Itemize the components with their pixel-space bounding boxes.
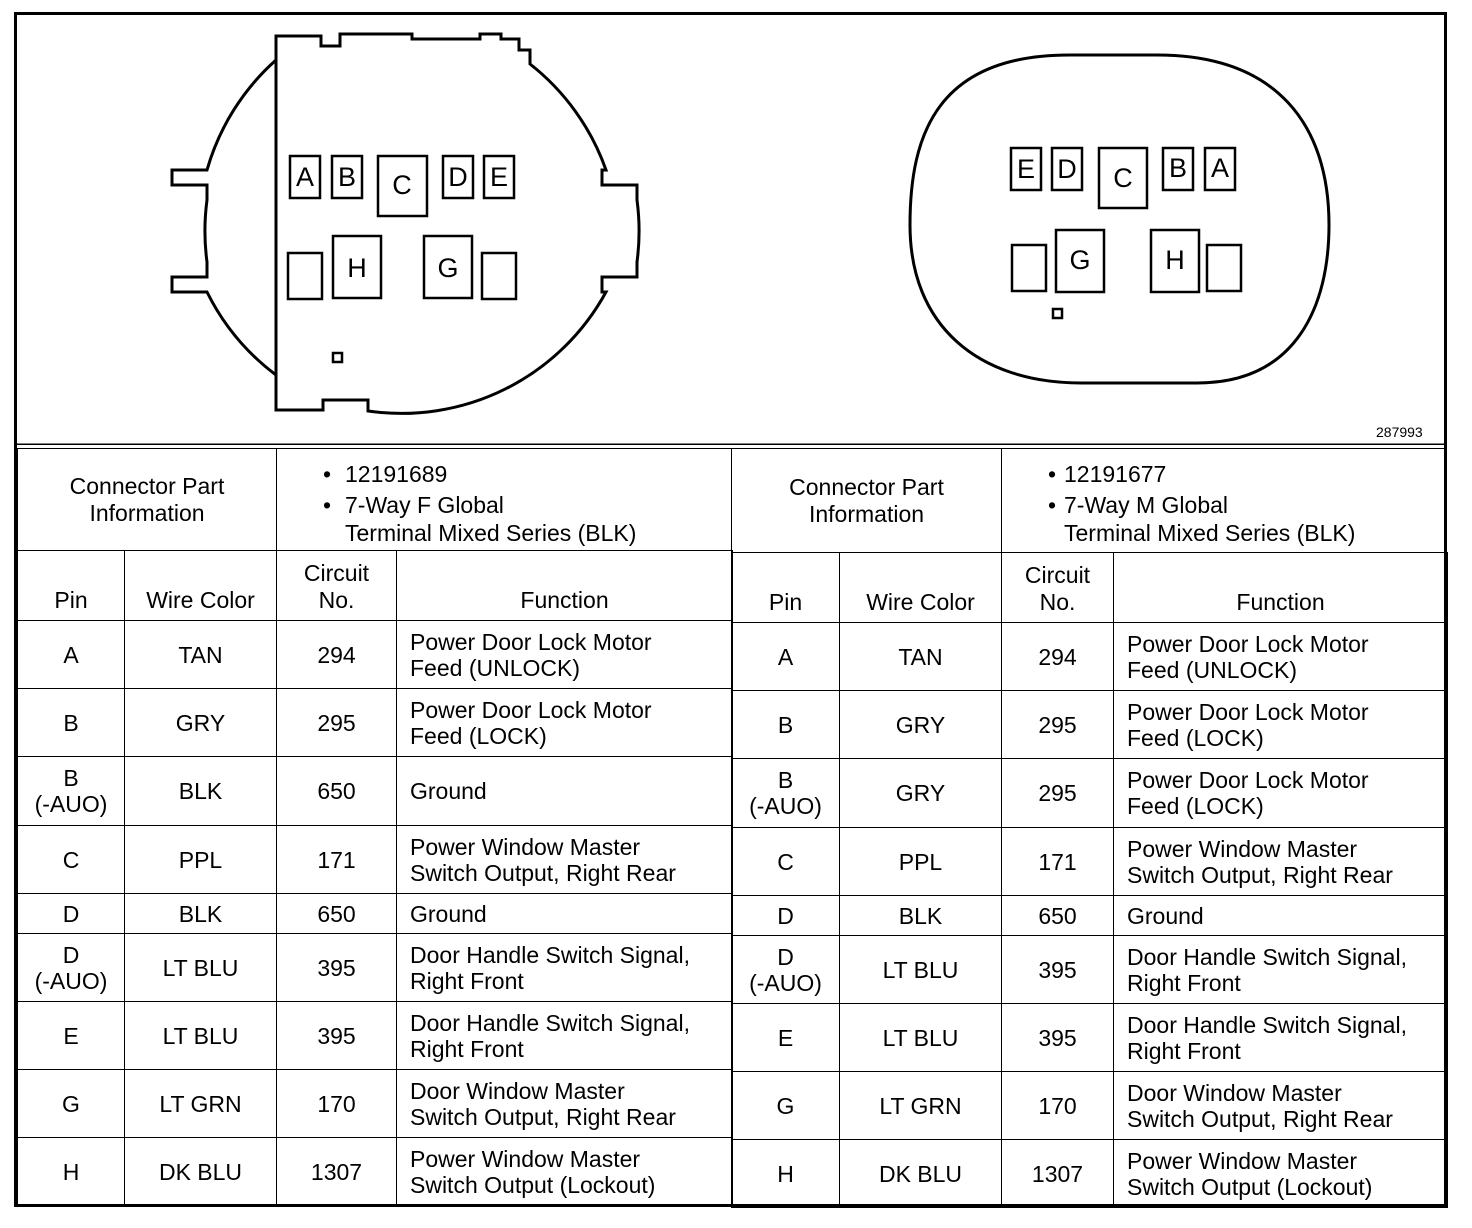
right-label-h: H — [1165, 245, 1185, 275]
right-function-cell — [1114, 759, 1448, 828]
right-function-cell — [1114, 936, 1448, 1004]
left-label-g: G — [437, 253, 459, 283]
right-wire-color-cell-color: LT BLU — [882, 956, 959, 983]
right-wire-color-cell-color: DK BLU — [878, 1160, 963, 1187]
right-label-e: E — [1016, 154, 1036, 184]
right-circuit-cell-circuit: 171 — [1038, 848, 1077, 875]
left-function-cell-func1: Power Window Master — [410, 833, 641, 860]
left-function-cell-func1: Power Door Lock Motor — [410, 628, 652, 655]
left-circuit-cell — [277, 621, 397, 689]
right-function-cell-func1: Power Door Lock Motor — [1127, 630, 1369, 657]
right-col-circuit-line2: No. — [1039, 589, 1076, 615]
left-pin-cell-pin: E — [63, 1022, 79, 1049]
right-table-row — [732, 759, 1448, 828]
left-wire-color-cell-color: BLK — [178, 900, 223, 927]
left-pin-cell — [18, 1138, 125, 1206]
right-function-cell-func2: Feed (LOCK) — [1127, 793, 1264, 819]
right-function-cell-func2: Switch Output, Right Rear — [1127, 861, 1393, 888]
figure-id: 287993 — [1376, 424, 1423, 440]
left-wire-color-cell — [125, 621, 277, 689]
left-table-row — [18, 757, 733, 826]
left-circuit-cell-circuit: 295 — [317, 709, 356, 736]
left-part-info-label — [17, 448, 277, 551]
right-part-number-item — [1002, 459, 1446, 490]
right-circuit-cell — [1002, 623, 1114, 691]
left-table-body — [18, 621, 733, 1206]
left-function-cell-func1: Ground — [410, 778, 487, 804]
right-pin-cell-pin: C — [777, 848, 794, 875]
left-function-cell-func1: Power Door Lock Motor — [410, 696, 652, 723]
right-table-header-row — [732, 553, 1448, 623]
left-function-cell — [397, 621, 733, 689]
right-table-body — [732, 623, 1448, 1208]
left-pin-cell-pin: D — [62, 900, 80, 927]
right-col-pin: Pin — [732, 553, 840, 623]
left-circuit-cell-circuit: 650 — [317, 778, 356, 804]
right-circuit-cell — [1002, 1140, 1114, 1208]
right-part-info-text: Connector Part Information — [789, 473, 944, 527]
right-circuit-cell — [1002, 759, 1114, 828]
left-label-c: C — [392, 170, 412, 200]
left-wire-color-cell — [125, 757, 277, 826]
right-circuit-cell-circuit: 650 — [1038, 902, 1077, 929]
right-connector-outline — [910, 55, 1329, 383]
right-pin-cell — [732, 623, 840, 691]
right-function-cell — [1114, 623, 1448, 691]
right-wire-color-cell — [840, 936, 1002, 1004]
left-col-circuit-line1: Circuit — [303, 560, 370, 586]
right-col-circuit-line1: Circuit — [1024, 562, 1091, 588]
right-label-d: D — [1057, 154, 1077, 184]
left-wire-color-cell — [125, 1138, 277, 1206]
connector-face-views — [17, 15, 1444, 445]
left-pin-cell — [18, 1070, 125, 1138]
right-pin-table — [731, 552, 1448, 1208]
left-function-cell — [397, 689, 733, 757]
right-function-cell — [1114, 896, 1448, 936]
right-wire-color-cell — [840, 691, 1002, 759]
left-pin-cell-pin2: (-AUO) — [34, 791, 108, 817]
right-wire-color-cell-color: TAN — [898, 643, 943, 670]
left-polarization-dot — [333, 353, 342, 362]
left-wire-color-cell-color: BLK — [178, 778, 223, 804]
right-description-line1: • 7-Way M Global — [1064, 492, 1229, 518]
left-pin-cell — [18, 826, 125, 894]
right-circuit-cell-circuit: 295 — [1038, 780, 1077, 806]
right-table-row — [732, 936, 1448, 1004]
right-wire-color-cell — [840, 1004, 1002, 1072]
right-part-info-values — [1001, 448, 1447, 553]
right-pin-cell-pin: D — [777, 943, 794, 970]
right-wire-color-cell — [840, 759, 1002, 828]
right-wire-color-cell-color: BLK — [898, 902, 943, 929]
right-pin-cell — [732, 1072, 840, 1140]
right-circuit-cell-circuit: 295 — [1038, 711, 1077, 738]
right-circuit-cell — [1002, 1072, 1114, 1140]
right-pin-cell-pin: B — [777, 767, 794, 793]
left-wire-color-cell-color: GRY — [175, 709, 226, 736]
left-wire-color-cell — [125, 1002, 277, 1070]
left-function-cell-func2: Feed (LOCK) — [410, 722, 547, 749]
right-table-row — [732, 1140, 1448, 1208]
left-function-cell-func2: Switch Output, Right Rear — [410, 1103, 676, 1130]
left-function-cell — [397, 894, 733, 934]
left-circuit-cell-circuit: 395 — [317, 954, 356, 981]
left-function-cell-func2: Switch Output (Lockout) — [410, 1171, 656, 1198]
right-wire-color-cell-color: GRY — [895, 711, 946, 738]
right-cavity-blank-right — [1207, 245, 1241, 291]
left-pin-cell-pin: C — [62, 846, 80, 873]
right-circuit-cell-circuit: 294 — [1038, 643, 1077, 670]
right-pin-cell — [732, 1004, 840, 1072]
right-function-cell — [1114, 1140, 1448, 1208]
left-pin-cell — [18, 621, 125, 689]
left-wire-color-cell — [125, 689, 277, 757]
left-part-number-item — [277, 459, 731, 490]
right-wire-color-cell — [840, 896, 1002, 936]
left-function-cell — [397, 757, 733, 826]
left-function-cell — [397, 1070, 733, 1138]
left-label-h: H — [347, 253, 367, 283]
left-wire-color-cell-color: LT BLU — [162, 954, 239, 981]
left-label-a: A — [295, 162, 315, 192]
left-col-pin: Pin — [18, 551, 125, 621]
right-pin-cell-pin: E — [777, 1024, 794, 1051]
left-table-row — [18, 1138, 733, 1206]
right-function-cell-func1: Power Window Master — [1127, 835, 1358, 862]
left-pin-cell — [18, 894, 125, 934]
left-wire-color-cell-color: DK BLU — [158, 1158, 243, 1185]
left-part-info-values — [276, 448, 732, 551]
right-circuit-cell — [1002, 691, 1114, 759]
left-function-cell — [397, 1138, 733, 1206]
right-wire-color-cell — [840, 1140, 1002, 1208]
right-wire-color-cell — [840, 828, 1002, 896]
right-function-cell-func1: Door Handle Switch Signal, — [1127, 943, 1407, 970]
right-polarization-dot — [1053, 309, 1062, 318]
right-circuit-cell-circuit: 1307 — [1031, 1160, 1084, 1187]
right-table-row — [732, 691, 1448, 759]
right-description-item — [1002, 490, 1446, 545]
left-pin-cell-pin: A — [63, 641, 79, 668]
right-wire-color-cell-color: LT GRN — [879, 1092, 962, 1119]
right-function-cell-func1: Door Handle Switch Signal, — [1127, 1011, 1407, 1038]
right-pin-cell — [732, 936, 840, 1004]
right-pin-cell-pin2: (-AUO) — [749, 793, 822, 819]
right-pin-cell-pin: D — [777, 902, 794, 929]
left-cavity-blank-right — [482, 253, 516, 299]
left-pin-cell-pin: B — [63, 709, 79, 736]
left-function-cell-func2: Feed (UNLOCK) — [410, 654, 580, 681]
right-circuit-cell — [1002, 936, 1114, 1004]
right-function-cell-func1: Power Door Lock Motor — [1127, 767, 1369, 793]
right-pin-cell — [732, 828, 840, 896]
left-wire-color-cell-color: PPL — [178, 846, 223, 873]
left-function-cell-func1: Door Handle Switch Signal, — [410, 941, 690, 968]
left-pin-cell-pin: H — [62, 1158, 80, 1185]
right-circuit-cell — [1002, 1004, 1114, 1072]
right-function-cell-func2: Feed (LOCK) — [1127, 724, 1264, 751]
left-circuit-cell — [277, 757, 397, 826]
left-wire-color-cell-color: LT GRN — [159, 1090, 242, 1117]
right-description-line2: Terminal Mixed Series (BLK) — [1064, 520, 1356, 546]
left-function-cell-func1: Door Window Master — [410, 1077, 625, 1104]
left-circuit-cell — [277, 1070, 397, 1138]
right-function-cell-func1: Ground — [1127, 902, 1204, 929]
left-function-cell-func2: Right Front — [410, 967, 524, 994]
left-circuit-cell-circuit: 171 — [317, 846, 356, 873]
right-label-b: B — [1168, 153, 1188, 183]
left-circuit-cell — [277, 1002, 397, 1070]
left-label-b: B — [337, 162, 357, 192]
right-pin-cell-pin: G — [776, 1092, 795, 1119]
left-pin-table — [17, 550, 733, 1206]
right-col-function: Function — [1114, 553, 1448, 623]
right-circuit-cell-circuit: 395 — [1038, 1024, 1077, 1051]
right-pin-cell — [732, 896, 840, 936]
right-label-g: G — [1069, 245, 1091, 275]
left-connector-latch-left — [172, 60, 276, 375]
left-circuit-cell-circuit: 170 — [317, 1090, 356, 1117]
right-pin-cell — [732, 759, 840, 828]
right-col-wire-color: Wire Color — [840, 553, 1002, 623]
left-label-d: D — [448, 162, 468, 192]
right-col-circuit — [1002, 553, 1114, 623]
right-circuit-cell-circuit: 170 — [1038, 1092, 1077, 1119]
left-connector-outline — [276, 34, 639, 413]
left-circuit-cell-circuit: 1307 — [310, 1158, 363, 1185]
right-table-row — [732, 896, 1448, 936]
right-function-cell-func1: Power Window Master — [1127, 1147, 1358, 1174]
left-wire-color-cell — [125, 934, 277, 1002]
left-circuit-cell-circuit: 650 — [317, 900, 356, 927]
left-label-e: E — [489, 162, 509, 192]
right-pin-cell-pin2: (-AUO) — [749, 969, 822, 996]
left-function-cell — [397, 934, 733, 1002]
left-table-row — [18, 621, 733, 689]
right-function-cell-func2: Switch Output (Lockout) — [1127, 1173, 1373, 1200]
left-function-cell-func1: Ground — [410, 900, 487, 927]
right-wire-color-cell-color: LT BLU — [882, 1024, 959, 1051]
right-label-a: A — [1210, 153, 1230, 183]
left-wire-color-cell-color: LT BLU — [162, 1022, 239, 1049]
left-pin-cell-pin: D — [62, 941, 80, 968]
left-col-circuit-line2: No. — [318, 587, 355, 613]
right-label-c: C — [1113, 163, 1133, 193]
left-wire-color-cell — [125, 826, 277, 894]
left-function-cell-func2: Switch Output, Right Rear — [410, 859, 676, 886]
left-circuit-cell — [277, 894, 397, 934]
left-circuit-cell-circuit: 294 — [317, 641, 356, 668]
right-function-cell-func2: Feed (UNLOCK) — [1127, 656, 1297, 683]
left-part-number: • 12191689 — [345, 461, 448, 487]
right-table-row — [732, 623, 1448, 691]
left-table-row — [18, 934, 733, 1002]
right-part-number: • 12191677 — [1064, 461, 1167, 487]
right-function-cell-func2: Right Front — [1127, 969, 1241, 996]
right-pin-cell-pin: H — [777, 1160, 794, 1187]
right-function-cell — [1114, 828, 1448, 896]
left-table-row — [18, 689, 733, 757]
left-pin-cell-pin2: (-AUO) — [34, 967, 108, 994]
left-pin-cell — [18, 1002, 125, 1070]
left-pin-cell — [18, 934, 125, 1002]
left-wire-color-cell — [125, 1070, 277, 1138]
left-description-item — [277, 490, 731, 545]
right-pin-cell — [732, 1140, 840, 1208]
right-circuit-cell-circuit: 395 — [1038, 956, 1077, 983]
left-circuit-cell — [277, 826, 397, 894]
right-pin-cell-pin: A — [777, 643, 794, 670]
left-pin-cell — [18, 689, 125, 757]
right-function-cell — [1114, 1004, 1448, 1072]
left-col-wire-color: Wire Color — [125, 551, 277, 621]
left-wire-color-cell-color: TAN — [178, 641, 223, 668]
right-circuit-cell — [1002, 828, 1114, 896]
right-wire-color-cell — [840, 623, 1002, 691]
right-table-row — [732, 828, 1448, 896]
left-table-row — [18, 1070, 733, 1138]
left-table-header-row — [18, 551, 733, 621]
right-function-cell — [1114, 691, 1448, 759]
left-function-cell — [397, 826, 733, 894]
left-description-line1: • 7-Way F Global — [345, 492, 504, 518]
right-circuit-cell — [1002, 896, 1114, 936]
left-pin-cell-pin: G — [62, 1090, 80, 1117]
left-table-row — [18, 1002, 733, 1070]
right-function-cell — [1114, 1072, 1448, 1140]
right-wire-color-cell-color: GRY — [895, 780, 946, 806]
left-pin-cell-pin: B — [63, 765, 79, 791]
left-circuit-cell — [277, 934, 397, 1002]
left-circuit-cell-circuit: 395 — [317, 1022, 356, 1049]
left-function-cell — [397, 1002, 733, 1070]
right-wire-color-cell — [840, 1072, 1002, 1140]
left-cavity-blank-left — [288, 253, 322, 299]
left-table-row — [18, 826, 733, 894]
left-pin-cell — [18, 757, 125, 826]
left-circuit-cell — [277, 1138, 397, 1206]
right-pin-cell — [732, 691, 840, 759]
right-pin-cell-pin: B — [777, 711, 794, 738]
right-function-cell-func1: Door Window Master — [1127, 1079, 1342, 1106]
left-col-circuit — [277, 551, 397, 621]
right-function-cell-func2: Switch Output, Right Rear — [1127, 1105, 1393, 1132]
left-part-info-text: Connector Part Information — [69, 472, 225, 526]
left-col-function: Function — [397, 551, 733, 621]
left-table-row — [18, 894, 733, 934]
right-table-row — [732, 1004, 1448, 1072]
left-circuit-cell — [277, 689, 397, 757]
right-wire-color-cell-color: PPL — [898, 848, 943, 875]
right-function-cell-func1: Power Door Lock Motor — [1127, 698, 1369, 725]
right-part-info-label — [731, 448, 1002, 553]
right-cavity-blank-left — [1012, 245, 1046, 291]
left-description-line2: Terminal Mixed Series (BLK) — [345, 520, 637, 546]
left-function-cell-func1: Power Window Master — [410, 1145, 641, 1172]
left-function-cell-func2: Right Front — [410, 1035, 524, 1062]
left-function-cell-func1: Door Handle Switch Signal, — [410, 1009, 690, 1036]
right-table-row — [732, 1072, 1448, 1140]
left-wire-color-cell — [125, 894, 277, 934]
right-function-cell-func2: Right Front — [1127, 1037, 1241, 1064]
